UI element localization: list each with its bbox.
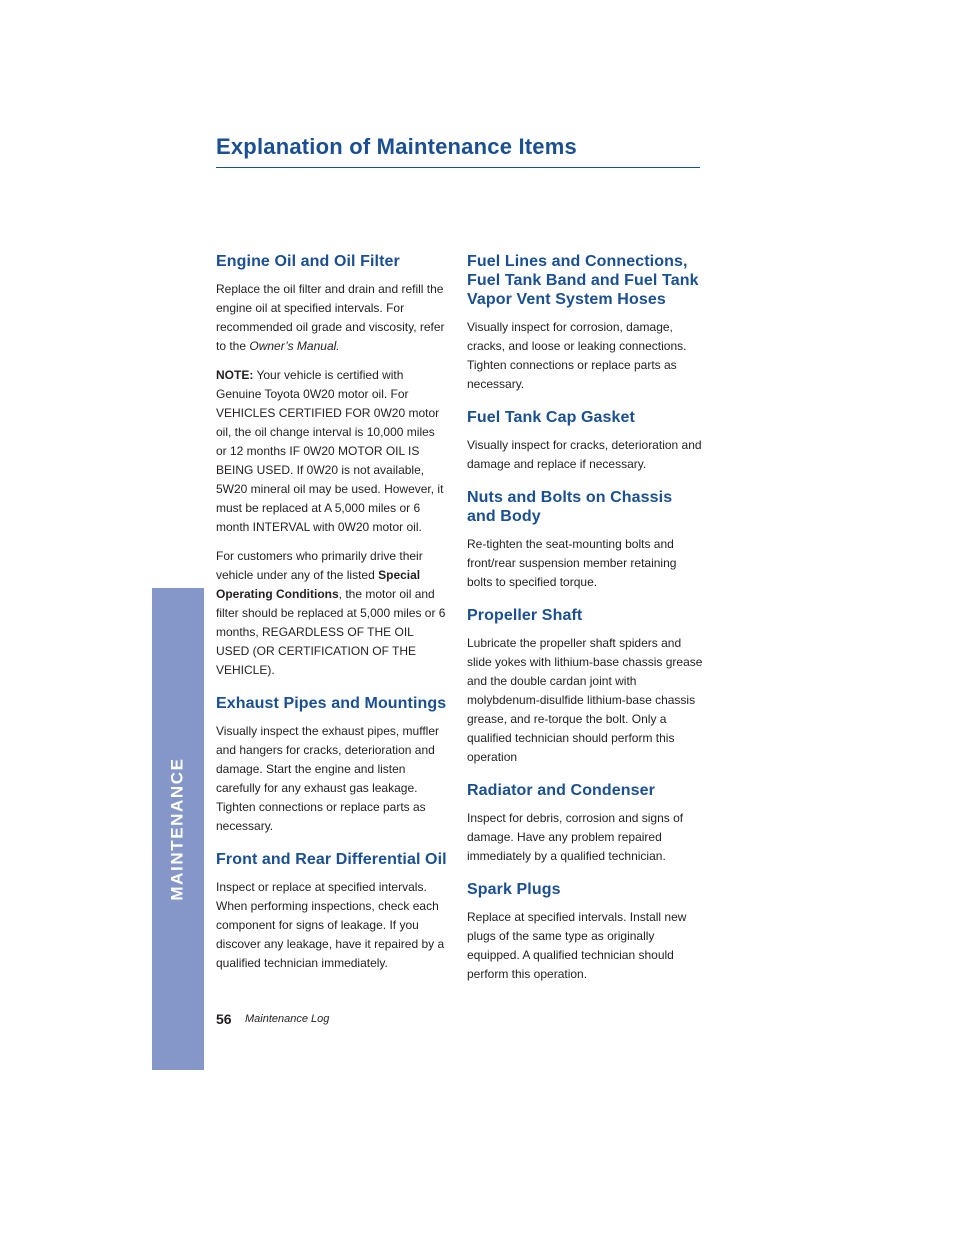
section-heading: Exhaust Pipes and Mountings <box>216 695 447 712</box>
section-engine-oil <box>216 252 448 680</box>
section-heading: Engine Oil and Oil Filter <box>216 253 400 270</box>
page-number: 56 <box>216 1011 232 1027</box>
text-run: Replace the oil filter and drain and refill the engine oil at specified intervals. For recommended oil grade and viscosity, refer to the <box>216 282 445 353</box>
section-heading: Propeller Shaft <box>467 607 583 624</box>
paragraph: Inspect or replace at specified intervals. When performing inspections, check each component for signs of leakage. If you discover any leakage, have it repaired by a qualified technician immediately. <box>216 880 445 970</box>
section-heading: Front and Rear Differential Oil <box>216 851 447 868</box>
section-fuel-lines <box>467 252 703 394</box>
section-heading: Radiator and Condenser <box>467 782 656 799</box>
section-fuel-cap <box>467 408 703 474</box>
note-label: NOTE: <box>216 368 254 382</box>
section-heading: Fuel Tank Cap Gasket <box>467 409 635 426</box>
paragraph: Visually inspect for corrosion, damage, cracks, and loose or leaking connections. Tighten connections or replace parts as necessary. <box>467 320 687 391</box>
note-paragraph <box>216 366 448 537</box>
section-radiator <box>467 781 703 866</box>
text-run: , the motor oil and filter should be replaced at 5,000 miles or 6 months, REGARDLESS OF THE OIL USED (OR CERTIFICATION OF THE VEHICLE). <box>216 587 446 677</box>
paragraph: Visually inspect for cracks, deterioration and damage and replace if necessary. <box>467 438 702 471</box>
note-text: Your vehicle is certified with Genuine Toyota 0W20 motor oil. For VEHICLES CERTIFIED FOR 0W20 motor oil, the oil change interval is 10,000 miles or 12 months IF 0W20 MOTOR OIL IS BEING USED. If 0W20 is not available, 5W20 mineral oil may be used. However, it must be replaced at A 5,000 miles or 6 month INTERVAL with 0W20 motor oil. <box>216 368 444 534</box>
section-heading: Nuts and Bolts on Chassis and Body <box>467 489 673 525</box>
sidebar-label: MAINTENANCE <box>168 757 187 901</box>
left-column <box>216 252 448 987</box>
paragraph: Visually inspect the exhaust pipes, muffler and hangers for cracks, deterioration and damage. Start the engine and listen carefully for any exhaust gas leakage. Tighten connections or replace parts as necessary. <box>216 724 440 833</box>
page-title: Explanation of Maintenance Items <box>216 134 577 159</box>
title-divider <box>216 167 700 168</box>
section-heading: Fuel Lines and Connections, Fuel Tank Band and Fuel Tank Vapor Vent System Hoses <box>467 253 699 308</box>
right-column <box>467 252 703 998</box>
sidebar-label-wrap <box>152 588 204 1070</box>
paragraph <box>216 547 448 680</box>
paragraph: Lubricate the propeller shaft spiders and slide yokes with lithium-base chassis grease and the double cardan joint with molybdenum-disulfide lithium-base chassis grease, and re-torque the bolt. Only a qualified technician should perform this operation <box>467 636 703 764</box>
section-spark-plugs <box>467 880 703 984</box>
section-differential <box>216 850 448 973</box>
section-heading: Spark Plugs <box>467 881 561 898</box>
section-propeller-shaft <box>467 606 703 767</box>
text-run: For customers who primarily drive their vehicle under any of the listed <box>216 549 423 582</box>
paragraph <box>216 280 448 356</box>
section-exhaust <box>216 694 448 836</box>
paragraph: Re-tighten the seat-mounting bolts and front/rear suspension member retaining bolts to specified torque. <box>467 537 677 589</box>
footer-label: Maintenance Log <box>245 1013 330 1025</box>
paragraph: Inspect for debris, corrosion and signs of damage. Have any problem repaired immediately by a qualified technician. <box>467 811 684 863</box>
owners-manual-ref: Owner’s Manual. <box>249 339 340 353</box>
paragraph: Replace at specified intervals. Install new plugs of the same type as originally equipped. A qualified technician should perform this operation. <box>467 910 687 981</box>
section-nuts-bolts <box>467 488 703 592</box>
special-conditions-ref: Special Operating Conditions <box>216 568 421 601</box>
